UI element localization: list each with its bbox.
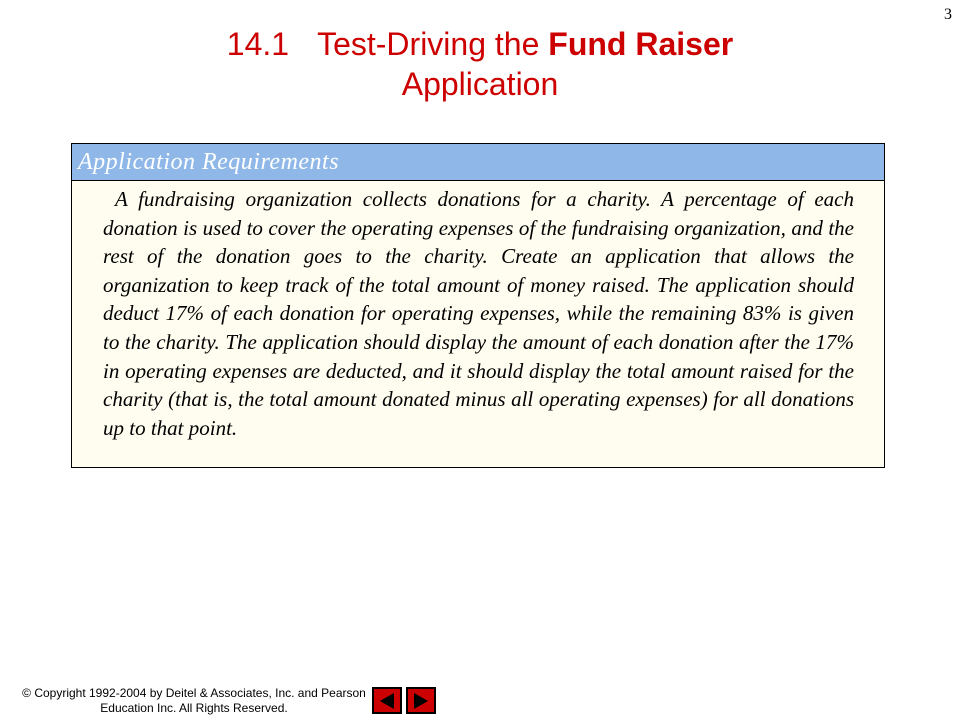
triangle-right-icon — [414, 693, 428, 709]
title-line-1 — [0, 24, 960, 64]
title-bold: Fund Raiser — [548, 26, 734, 62]
copyright-line-2: Education Inc. All Rights Reserved. — [100, 701, 288, 715]
requirements-box — [71, 143, 885, 468]
title-line-2: Application — [401, 66, 559, 102]
title-prefix: Test-Driving the — [317, 26, 549, 62]
requirements-body: A fundraising organization collects donations for a charity. A percentage of each donation is used to cover the operating expenses of the fundraising organization, and the rest of the donation goes to the charity. Create an application that allows the organization to keep track of the total amount of money raised. The application should deduct 17% of each donation for operating expenses, while the remaining 83% is given to the charity. The application should display the amount of each donation after the 17% in operating expenses are deducted, and it should display the total amount raised for the charity (that is, the total amount donated minus all operating expenses) for all donations up to that point. — [103, 187, 854, 440]
requirements-header: Application Requirements — [72, 144, 884, 181]
slide-title — [0, 24, 960, 104]
copyright-notice — [14, 686, 374, 716]
triangle-left-icon — [380, 693, 394, 709]
section-number: 14.1 — [226, 26, 290, 62]
next-slide-button[interactable] — [406, 687, 436, 714]
previous-slide-button[interactable] — [372, 687, 402, 714]
page-number: 3 — [944, 6, 952, 23]
copyright-line-1: © Copyright 1992-2004 by Deitel & Associates, Inc. and Pearson — [22, 686, 366, 700]
